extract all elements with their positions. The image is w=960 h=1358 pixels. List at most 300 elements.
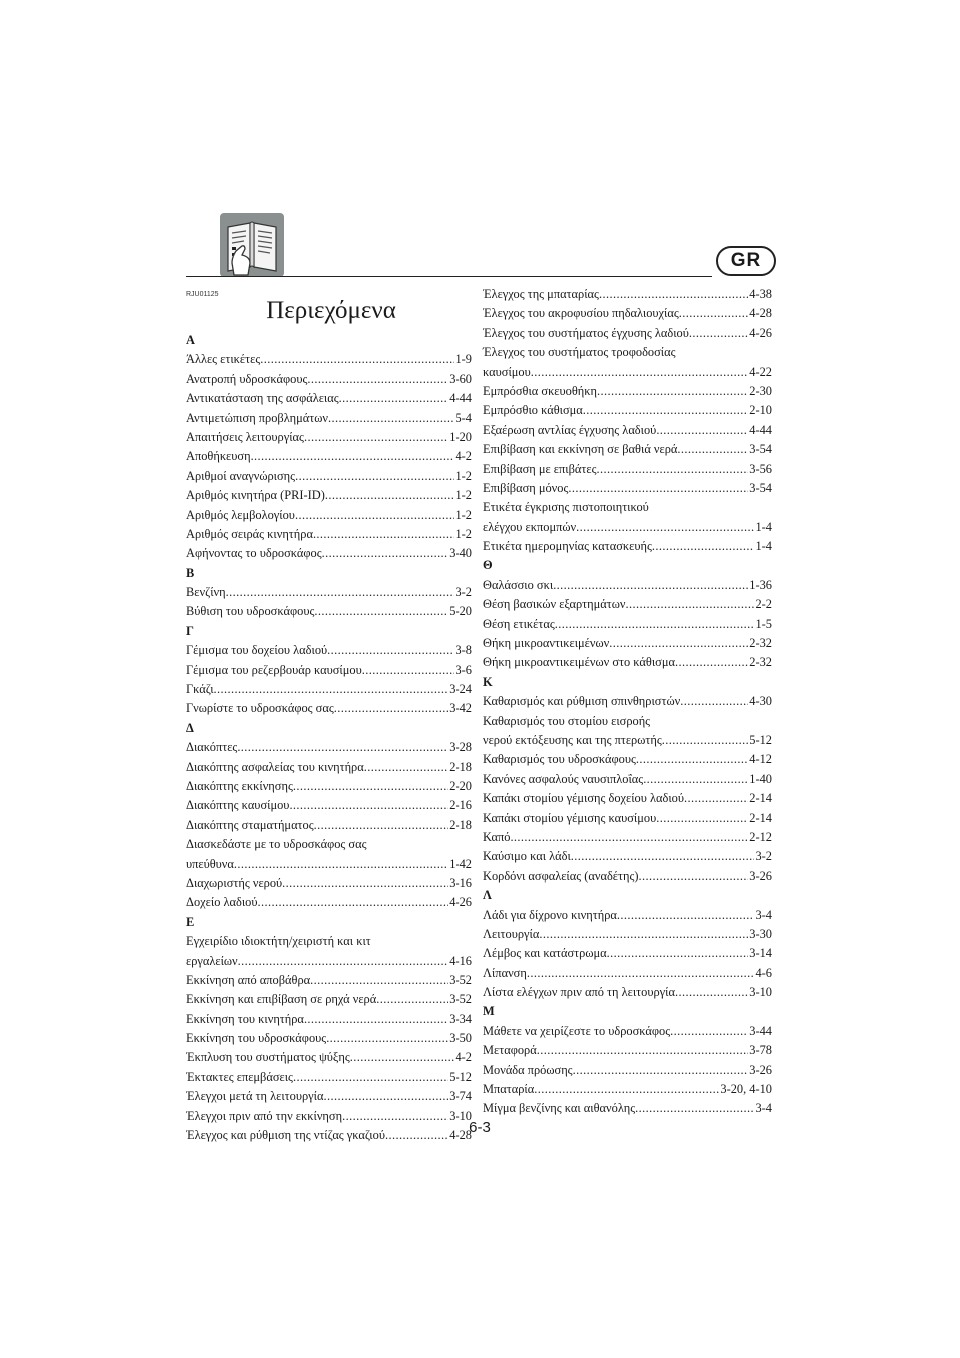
index-entry [483, 770, 772, 789]
index-entry-page: 4-2 [455, 449, 472, 464]
index-entry-page: 2-10 [749, 403, 772, 418]
index-entry-label: Μπαταρία [483, 1082, 535, 1097]
index-entry [186, 758, 472, 777]
dot-leader [328, 409, 455, 428]
index-entry-page: 2-12 [749, 829, 772, 844]
index-entry [186, 544, 472, 563]
dot-leader [684, 789, 748, 808]
index-entry-label: Έκπλυση του συστήματος ψύξης [186, 1050, 350, 1065]
index-entry [186, 1010, 472, 1029]
index-entry-label: Θήκη μικροαντικειμένων [483, 636, 610, 651]
dot-leader [258, 893, 449, 912]
dot-leader [214, 680, 449, 699]
index-entry-page: 3-54 [749, 442, 772, 457]
index-entry-page: 3-74 [449, 1089, 472, 1104]
index-entry-page: 1-2 [455, 507, 472, 522]
index-entry-first-line: Ετικέτα έγκρισης πιστοποιητικού [483, 500, 649, 515]
index-entry-page: 3-14 [749, 946, 772, 961]
dot-leader [289, 796, 448, 815]
index-entry [186, 1029, 472, 1048]
index-entry-page: 3-2 [455, 585, 472, 600]
index-entry [186, 350, 472, 369]
index-entry-label: Καύσιμο και λάδι [483, 849, 571, 864]
index-entry-page: 1-2 [455, 488, 472, 503]
index-entry-page: 1-9 [455, 352, 472, 367]
dot-leader [662, 731, 749, 750]
index-entry-page: 3-10 [449, 1108, 472, 1123]
index-entry-page: 3-54 [749, 480, 772, 495]
dot-leader [656, 421, 748, 440]
index-letter-heading: Γ [186, 623, 194, 638]
index-entry-page: 2-14 [749, 810, 772, 825]
index-entry [186, 409, 472, 428]
index-entry-label: Έλεγχος και ρύθμιση της ντίζας γκαζιού [186, 1128, 385, 1143]
index-entry-page: 2-18 [449, 759, 472, 774]
index-entry-page: 1-4 [755, 519, 772, 534]
index-entry-label: Βενζίνη [186, 585, 226, 600]
index-entry-label: Βύθιση του υδροσκάφους [186, 604, 315, 619]
index-entry-page: 3-30 [749, 926, 772, 941]
index-entry-label: Έλεγχος του ακροφυσίου πηδαλιουχίας [483, 306, 679, 321]
index-entry-label: Έλεγχος της μπαταρίας [483, 287, 599, 301]
dot-leader [573, 1061, 749, 1080]
index-letter-heading: Θ [483, 558, 493, 573]
index-entry-page: 3-2 [755, 849, 772, 864]
index-entry-label: Εκκίνηση του κινητήρα [186, 1011, 304, 1026]
index-entry-label: Απαιτήσεις λειτουργίας [186, 429, 304, 444]
index-entry [483, 324, 772, 343]
index-entry [483, 653, 772, 672]
index-entry-label: Αριθμοί αναγνώρισης [186, 468, 296, 483]
index-entry-page: 3-44 [749, 1023, 772, 1038]
index-entry-label: Εκκίνηση του υδροσκάφους [186, 1031, 327, 1046]
index-entry-label: Μεταφορά [483, 1043, 537, 1058]
index-entry-label: Αντιμετώπιση προβλημάτων [186, 410, 328, 425]
index-entry [186, 583, 472, 602]
index-entry-page: 4-26 [449, 895, 472, 910]
dot-leader [334, 699, 449, 718]
dot-leader [617, 906, 755, 925]
dot-leader [677, 440, 748, 459]
dot-leader [295, 467, 454, 486]
dot-leader [639, 867, 749, 886]
index-entry [483, 634, 772, 653]
index-entry-page: 3-20, 4-10 [720, 1082, 772, 1097]
index-entry [483, 828, 772, 847]
dot-leader [234, 855, 448, 874]
dot-leader [625, 595, 754, 614]
index-entry [483, 576, 772, 595]
dot-leader [652, 537, 755, 556]
index-entry-page: 3-50 [449, 1031, 472, 1046]
dot-leader [295, 506, 455, 525]
index-entry-label: Δοχείο λαδιού [186, 895, 258, 910]
index-entry-page: 3-4 [755, 907, 772, 922]
index-entry [186, 796, 472, 815]
index-entry-label: Επιβίβαση και εκκίνηση σε βαθιά νερά [483, 442, 678, 457]
index-entry-page: 1-20 [449, 429, 472, 444]
index-entry-first-line: Έλεγχος του συστήματος τροφοδοσίας [483, 345, 676, 360]
dot-leader [571, 847, 755, 866]
index-entry [483, 479, 772, 498]
index-entry-label: Κορδόνι ασφαλείας (αναδέτης) [483, 868, 639, 883]
index-entry [483, 460, 772, 479]
index-entry [186, 1048, 472, 1067]
index-entry-page: 1-5 [755, 616, 772, 631]
index-column-left [186, 331, 472, 1145]
index-entry-label: Ανατροπή υδροσκάφους [186, 371, 308, 386]
index-entry [483, 382, 772, 401]
dot-leader [675, 653, 748, 672]
index-entry [483, 1022, 772, 1041]
index-entry-label: Θήκη μικροαντικειμένων στο κάθισμα [483, 655, 676, 670]
index-entry-label: Έλεγχοι μετά τη λειτουργία [186, 1089, 324, 1104]
index-entry-page: 3-34 [449, 1011, 472, 1026]
dot-leader [553, 576, 748, 595]
index-entry-page: 3-78 [749, 1043, 772, 1058]
index-entry-page: 4-30 [749, 694, 772, 709]
index-entry-label: Αποθήκευση [186, 449, 251, 464]
index-letter-heading: Ε [186, 914, 195, 929]
index-entry-label: Μίγμα βενζίνης και αιθανόλης [483, 1101, 636, 1116]
index-entry-label: Αριθμός λεμβολογίου [186, 507, 295, 522]
index-entry-label: Καπάκι στομίου γέμισης καυσίμου [483, 810, 657, 825]
index-entry-first-line: Διασκεδάστε με το υδροσκάφος σας [186, 837, 367, 852]
index-entry-page: 4-2 [455, 1050, 472, 1065]
index-entry-label: Διακόπτης εκκίνησης [186, 778, 293, 793]
dot-leader [643, 770, 748, 789]
dot-leader [325, 486, 455, 505]
dot-leader [339, 389, 449, 408]
index-entry-label: Εκκίνηση και επιβίβαση σε ρηχά νερά [186, 992, 377, 1007]
index-entry-page: 3-10 [749, 985, 772, 1000]
dot-leader [597, 382, 748, 401]
index-entry-page: 5-20 [449, 604, 472, 619]
index-entry [186, 661, 472, 680]
index-entry-label: Γκάζι [186, 682, 214, 697]
index-entry [483, 401, 772, 420]
dot-leader [607, 944, 749, 963]
index-entry [483, 304, 772, 323]
index-entry-label: Διακόπτης σταματήματος [186, 817, 314, 832]
index-entry [483, 1099, 772, 1118]
index-entry [483, 925, 772, 944]
index-entry-label: Διακόπτες [186, 740, 238, 755]
index-letter-heading: Β [186, 565, 195, 580]
index-entry-page: 1-40 [749, 771, 772, 786]
index-entry-page: 3-8 [455, 643, 472, 658]
index-entry-label: Μονάδα πρόωσης [483, 1062, 573, 1077]
index-entry-label: Αριθμός κινητήρα (PRI-ID) [186, 488, 325, 503]
index-letter-heading: Δ [186, 720, 194, 735]
index-entry-page: 5-4 [455, 410, 472, 425]
dot-leader [307, 370, 448, 389]
index-entry [483, 421, 772, 440]
dot-leader [350, 1048, 455, 1067]
index-entry-page: 3-40 [449, 546, 472, 561]
index-entry-page: 4-44 [749, 422, 772, 437]
dot-leader [656, 809, 748, 828]
dot-leader [226, 583, 455, 602]
index-entry-page: 2-20 [449, 778, 472, 793]
dot-leader [635, 1099, 754, 1118]
index-entry-label: Έκτακτες επεμβάσεις [186, 1069, 293, 1084]
index-entry [483, 440, 772, 459]
index-entry-label: Μάθετε να χειρίζεστε το υδροσκάφος [483, 1023, 671, 1038]
index-entry [483, 537, 772, 556]
index-entry-label: Εμπρόσθιο κάθισμα [483, 403, 583, 418]
dot-leader [376, 990, 448, 1009]
dot-leader [304, 1010, 448, 1029]
index-entry-label: Αφήνοντας το υδροσκάφος [186, 546, 322, 561]
index-entry [186, 370, 472, 389]
index-entry [186, 855, 472, 874]
index-entry [186, 1068, 472, 1087]
index-entry [186, 893, 472, 912]
dot-leader [260, 350, 454, 369]
index-entry-label: Εκκίνηση από αποβάθρα [186, 972, 311, 987]
index-entry-page: 1-2 [455, 526, 472, 541]
index-entry-label: Άλλες ετικέτες [186, 352, 261, 367]
index-entry-page: 3-6 [455, 662, 472, 677]
index-entry [483, 692, 772, 711]
dot-leader [322, 544, 449, 563]
index-entry [186, 816, 472, 835]
dot-leader [314, 602, 448, 621]
index-entry-page: 4-28 [449, 1128, 472, 1143]
dot-leader [689, 324, 748, 343]
index-entry [186, 952, 472, 971]
index-entry-label: Καθαρισμός του υδροσκάφους [483, 752, 636, 767]
index-entry-label: Λειτουργία [483, 926, 540, 941]
dot-leader [596, 460, 748, 479]
index-entry-first-line: Εγχειρίδιο ιδιοκτήτη/χειριστή και κιτ [186, 934, 371, 949]
index-entry-page: 3-26 [749, 1062, 772, 1077]
index-entry [483, 1041, 772, 1060]
dot-leader [680, 692, 748, 711]
dot-leader [362, 661, 455, 680]
language-badge: GR [716, 246, 776, 276]
index-entry-page: 3-56 [749, 461, 772, 476]
index-entry [186, 1087, 472, 1106]
index-entry-label: Ετικέτα ημερομηνίας κατασκευής [483, 539, 652, 554]
index-column-right [483, 285, 772, 1119]
dot-leader [636, 750, 748, 769]
index-entry-page: 4-16 [449, 953, 472, 968]
index-entry-label: Καθαρισμός και ρύθμιση σπινθηριστών [483, 694, 681, 709]
dot-leader [534, 1080, 719, 1099]
index-letter-heading: Λ [483, 888, 492, 903]
index-entry [186, 777, 472, 796]
index-entry-page: 2-18 [449, 817, 472, 832]
dot-leader [314, 816, 449, 835]
dot-leader [293, 777, 448, 796]
index-entry [186, 680, 472, 699]
index-entry-label: Λίστα ελέγχων πριν από τη λειτουργία [483, 985, 675, 1000]
index-entry [483, 867, 772, 886]
dot-leader [609, 634, 748, 653]
dot-leader [510, 828, 748, 847]
index-entry-label: Θέση ετικέτας [483, 616, 555, 631]
index-entry [483, 789, 772, 808]
index-entry-page: 4-22 [749, 364, 772, 379]
dot-leader [675, 983, 748, 1002]
dot-leader [555, 615, 755, 634]
index-entry-page: 4-44 [449, 391, 472, 406]
index-entry-page: 4-6 [755, 965, 772, 980]
index-entry-label: Αριθμός σειράς κινητήρα [186, 526, 313, 541]
dot-leader [568, 479, 748, 498]
index-entry-label: Θέση βασικών εξαρτημάτων [483, 597, 626, 612]
dot-leader [583, 401, 748, 420]
index-entry-label: Έλεγχος του συστήματος έγχυσης λαδιού [483, 325, 689, 340]
index-entry [483, 595, 772, 614]
index-entry-label: καυσίμου [483, 364, 531, 379]
dot-leader [576, 518, 754, 537]
index-entry [186, 738, 472, 757]
index-entry-label: Διακόπτης ασφαλείας του κινητήρα [186, 759, 364, 774]
dot-leader [304, 428, 448, 447]
index-entry-label: Έλεγχοι πριν από την εκκίνηση [186, 1108, 343, 1123]
dot-leader [326, 1029, 448, 1048]
index-entry-page: 3-52 [449, 972, 472, 987]
index-entry-page: 5-12 [749, 732, 772, 747]
index-entry [483, 906, 772, 925]
index-entry [186, 506, 472, 525]
index-entry-label: Εμπρόσθια σκευοθήκη [483, 383, 597, 398]
dot-leader [364, 758, 449, 777]
index-entry [186, 641, 472, 660]
index-entry [483, 809, 772, 828]
index-entry [483, 518, 772, 537]
index-entry-page: 3-26 [749, 868, 772, 883]
index-entry [186, 428, 472, 447]
index-entry-page: 2-16 [449, 798, 472, 813]
dot-leader [238, 952, 449, 971]
index-entry-label: υπεύθυνα [186, 856, 234, 871]
manual-book-icon [220, 213, 284, 277]
index-letter-heading: Κ [483, 674, 493, 689]
index-entry-label: Επιβίβαση με επιβάτες [483, 461, 597, 476]
index-entry [483, 1080, 772, 1099]
index-entry-label: Γέμισμα του δοχείου λαδιού [186, 643, 328, 658]
index-entry-label: Καπάκι στομίου γέμισης δοχείου λαδιού [483, 791, 684, 806]
index-entry-page: 2-14 [749, 791, 772, 806]
index-entry-first-line: Καθαρισμός του στομίου εισροής [483, 713, 651, 728]
index-entry-label: Γνωρίστε το υδροσκάφος σας [186, 701, 334, 716]
index-entry-label: Κανόνες ασφαλούς ναυσιπλοΐας [483, 771, 644, 786]
index-entry-page: 1-4 [755, 539, 772, 554]
index-entry-label: Διακόπτης καυσίμου [186, 798, 290, 813]
dot-leader [537, 1041, 749, 1060]
index-entry-page: 4-26 [749, 325, 772, 340]
index-entry-label: Αντικατάσταση της ασφάλειας [186, 391, 339, 406]
index-entry [186, 699, 472, 718]
index-entry-page: 4-38 [749, 287, 772, 301]
dot-leader [670, 1022, 748, 1041]
index-entry-page: 3-4 [755, 1101, 772, 1116]
dot-leader [313, 525, 455, 544]
dot-leader [323, 1087, 448, 1106]
index-entry-label: Καπό [483, 829, 511, 844]
dot-leader [531, 363, 749, 382]
index-entry-label: Θαλάσσιο σκι [483, 577, 554, 592]
dot-leader [237, 738, 448, 757]
dot-leader [527, 964, 755, 983]
index-entry [186, 525, 472, 544]
index-entry-page: 3-42 [449, 701, 472, 716]
index-letter-heading: Α [186, 333, 195, 347]
dot-leader [327, 641, 454, 660]
index-entry [483, 944, 772, 963]
page-number: 6-3 [469, 1119, 491, 1136]
index-entry-page: 5-12 [449, 1069, 472, 1084]
index-entry [186, 389, 472, 408]
index-entry [483, 847, 772, 866]
dot-leader [539, 925, 748, 944]
index-entry-page: 2-30 [749, 383, 772, 398]
index-entry-page: 1-42 [449, 856, 472, 871]
index-entry-page: 3-52 [449, 992, 472, 1007]
index-entry [186, 467, 472, 486]
index-entry-label: Λέμβος και κατάστρωμα [483, 946, 607, 961]
header-rule [186, 276, 712, 277]
index-letter-heading: Μ [483, 1004, 495, 1019]
index-entry [483, 285, 772, 304]
index-entry-label: Διαχωριστής νερού [186, 875, 283, 890]
dot-leader [679, 304, 749, 323]
index-entry [483, 750, 772, 769]
index-entry [186, 990, 472, 1009]
index-entry-label: ελέγχου εκπομπών [483, 519, 577, 534]
index-entry-label: Λίπανση [483, 965, 527, 980]
index-entry-page: 1-36 [749, 577, 772, 592]
index-entry-label: εργαλείων [186, 953, 238, 968]
index-entry [483, 731, 772, 750]
index-entry-page: 2-2 [755, 597, 772, 612]
index-entry-label: νερού εκτόξευσης και της πτερωτής [483, 732, 662, 747]
index-entry [483, 1061, 772, 1080]
index-entry-page: 2-32 [749, 655, 772, 670]
index-entry [186, 602, 472, 621]
index-entry-page: 3-16 [449, 875, 472, 890]
index-entry [483, 964, 772, 983]
reference-code: RJU01125 [186, 291, 219, 298]
index-entry [483, 615, 772, 634]
index-entry-page: 3-28 [449, 740, 472, 755]
index-entry-page: 4-28 [749, 306, 772, 321]
page-title: Περιεχόμενα [266, 297, 396, 324]
index-entry [483, 983, 772, 1002]
index-entry-page: 1-2 [455, 468, 472, 483]
index-entry-page: 3-60 [449, 371, 472, 386]
dot-leader [293, 1068, 448, 1087]
dot-leader [282, 874, 448, 893]
index-entry [186, 486, 472, 505]
index-entry-page: 2-32 [749, 636, 772, 651]
index-entry-page: 4-12 [749, 752, 772, 767]
index-entry [186, 971, 472, 990]
index-entry-label: Γέμισμα του ρεζερβουάρ καυσίμου [186, 662, 362, 677]
index-entry-page: 3-24 [449, 682, 472, 697]
index-entry-label: Επιβίβαση μόνος [483, 480, 569, 495]
index-entry [186, 874, 472, 893]
index-entry [483, 363, 772, 382]
dot-leader [310, 971, 448, 990]
index-entry-label: Εξαέρωση αντλίας έγχυσης λαδιού [483, 422, 657, 437]
dot-leader [599, 285, 748, 304]
dot-leader [251, 447, 455, 466]
